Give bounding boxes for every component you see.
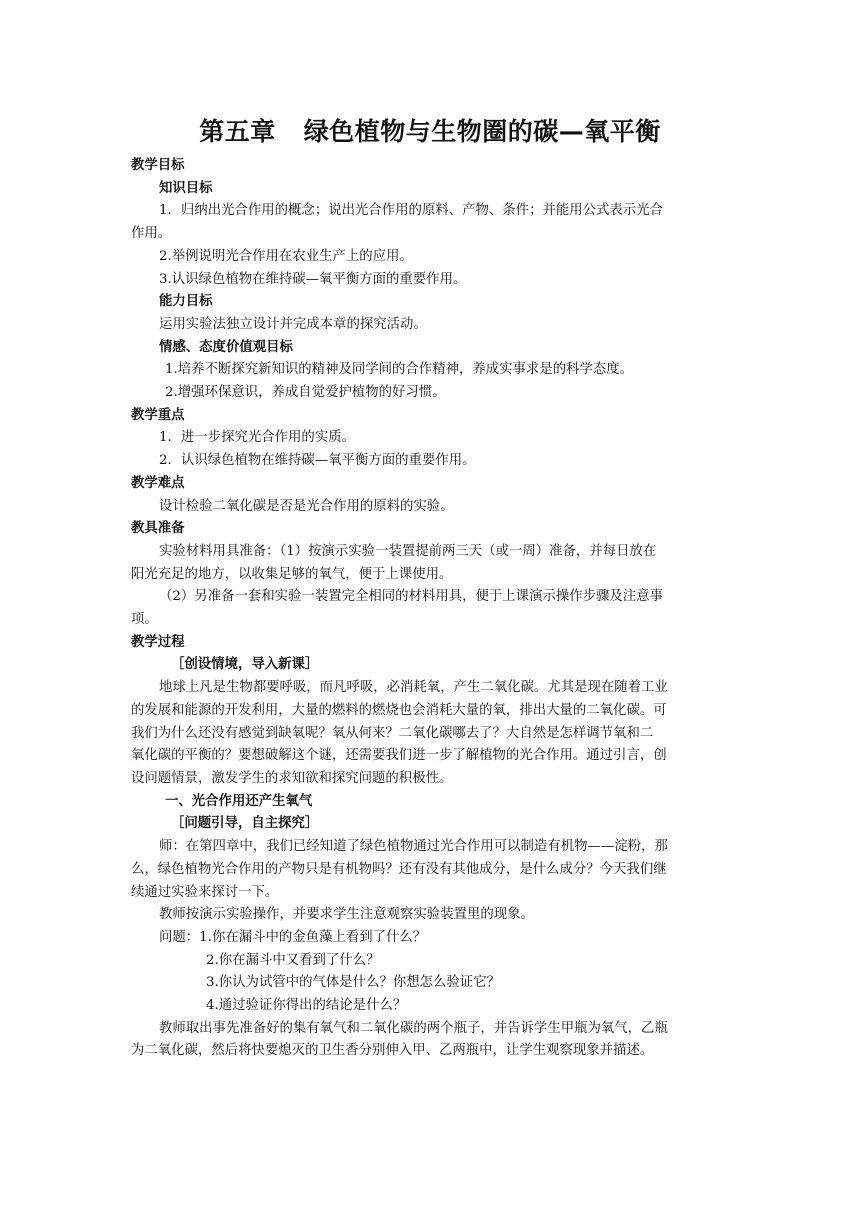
knowledge-item-2: 2.举例说明光合作用在农业生产上的应用。	[159, 248, 413, 264]
intro-line-1: 地球上凡是生物都要呼吸，而凡呼吸，必消耗氧，产生二氧化碳。尤其是现在随着工业	[159, 680, 668, 696]
prep-paragraph-1-cont: 阳光充足的地方，以收集足够的氧气，便于上课使用。	[131, 566, 453, 582]
page-title	[0, 112, 860, 148]
question-2: 2.你在漏斗中又看到了什么？	[206, 952, 380, 968]
knowledge-item-3: 3.认识绿色植物在维持碳—氧平衡方面的重要作用。	[159, 271, 467, 287]
emotion-item-1: 1.培养不断探究新知识的精神及同学间的合作精神，养成实事求是的科学态度。	[165, 362, 634, 378]
subheading-ability: 能力目标	[159, 294, 213, 310]
section-heading-key-points: 教学重点	[131, 407, 185, 423]
key-point-1: 1．进一步探究光合作用的实质。	[159, 430, 355, 446]
question-3: 3.你认为试管中的气体是什么？你想怎么验证它？	[206, 975, 500, 991]
ability-text: 运用实验法独立设计并完成本章的探究活动。	[159, 316, 427, 332]
prep-paragraph-2: （2）另准备一套和实验一装置完全相同的材料用具，便于上课演示操作步骤及注意事	[159, 589, 663, 605]
bracket-heading-inquiry: ［问题引导，自主探究］	[171, 816, 319, 832]
teacher-line-3: 续通过实验来探讨一下。	[131, 884, 279, 900]
intro-line-4: 氧化碳的平衡的？要想破解这个谜，还需要我们进一步了解植物的光合作用。通过引言，创	[131, 748, 667, 764]
prep-paragraph-2-cont: 项。	[131, 612, 158, 628]
question-1: 问题：1.你在漏斗中的金鱼藻上看到了什么？	[159, 929, 427, 945]
section-heading-difficulty: 教学难点	[131, 475, 185, 491]
chapter-number: 第五章	[199, 117, 276, 146]
question-label: 问题：	[159, 929, 200, 945]
intro-line-5: 设问题情景，激发学生的求知欲和探究问题的积极性。	[131, 770, 453, 786]
prep-paragraph-1: 实验材料用具准备：（1）按演示实验一装置提前两三天（或一周）准备，并每日放在	[159, 543, 657, 559]
emotion-item-2: 2.增强环保意识，养成自觉爱护植物的好习惯。	[165, 385, 446, 401]
teacher-line-2: 么，绿色植物光合作用的产物只是有机物吗？还有没有其他成分，是什么成分？今天我们继	[131, 861, 667, 877]
bracket-heading-intro: ［创设情境，导入新课］	[171, 657, 319, 673]
intro-line-2: 的发展和能源的开发利用，大量的燃料的燃烧也会消耗大量的氧，排出大量的二氧化碳。可	[131, 702, 667, 718]
section-heading-preparation: 教具准备	[131, 521, 185, 537]
subheading-knowledge: 知识目标	[159, 180, 213, 196]
knowledge-item-1: 1．归纳出光合作用的概念；说出光合作用的原料、产物、条件；并能用公式表示光合	[159, 203, 663, 219]
knowledge-item-1-cont: 作用。	[131, 226, 172, 242]
section-heading-goals: 教学目标	[131, 158, 185, 173]
demo-text: 教师按演示实验操作，并要求学生注意观察实验装置里的现象。	[159, 907, 534, 923]
question-4: 4.通过验证你得出的结论是什么？	[206, 998, 407, 1014]
teacher-line-1: 师：在第四章中，我们已经知道了绿色植物通过光合作用可以制造有机物——淀粉，那	[159, 839, 668, 855]
section-heading-process: 教学过程	[131, 634, 185, 650]
chapter-title: 绿色植物与生物圈的碳—氧平衡	[303, 117, 661, 146]
key-point-2: 2．认识绿色植物在维持碳—氧平衡方面的重要作用。	[159, 453, 476, 469]
difficulty-text: 设计检验二氧化碳是否是光合作用的原料的实验。	[159, 498, 454, 514]
final-line-2: 为二氧化碳，然后将快要熄灭的卫生香分别伸入甲、乙两瓶中，让学生观察现象并描述。	[131, 1043, 654, 1059]
document-body	[131, 155, 731, 1063]
subsection-heading-oxygen: 一、光合作用还产生氧气	[165, 793, 313, 809]
final-line-1: 教师取出事先准备好的集有氧气和二氧化碳的两个瓶子，并告诉学生甲瓶为氧气，乙瓶	[159, 1020, 668, 1036]
intro-line-3: 我们为什么还没有感觉到缺氧呢？氧从何来？二氧化碳哪去了？大自然是怎样调节氧和二	[131, 725, 654, 741]
subheading-emotion: 情感、态度价值观目标	[159, 339, 293, 355]
